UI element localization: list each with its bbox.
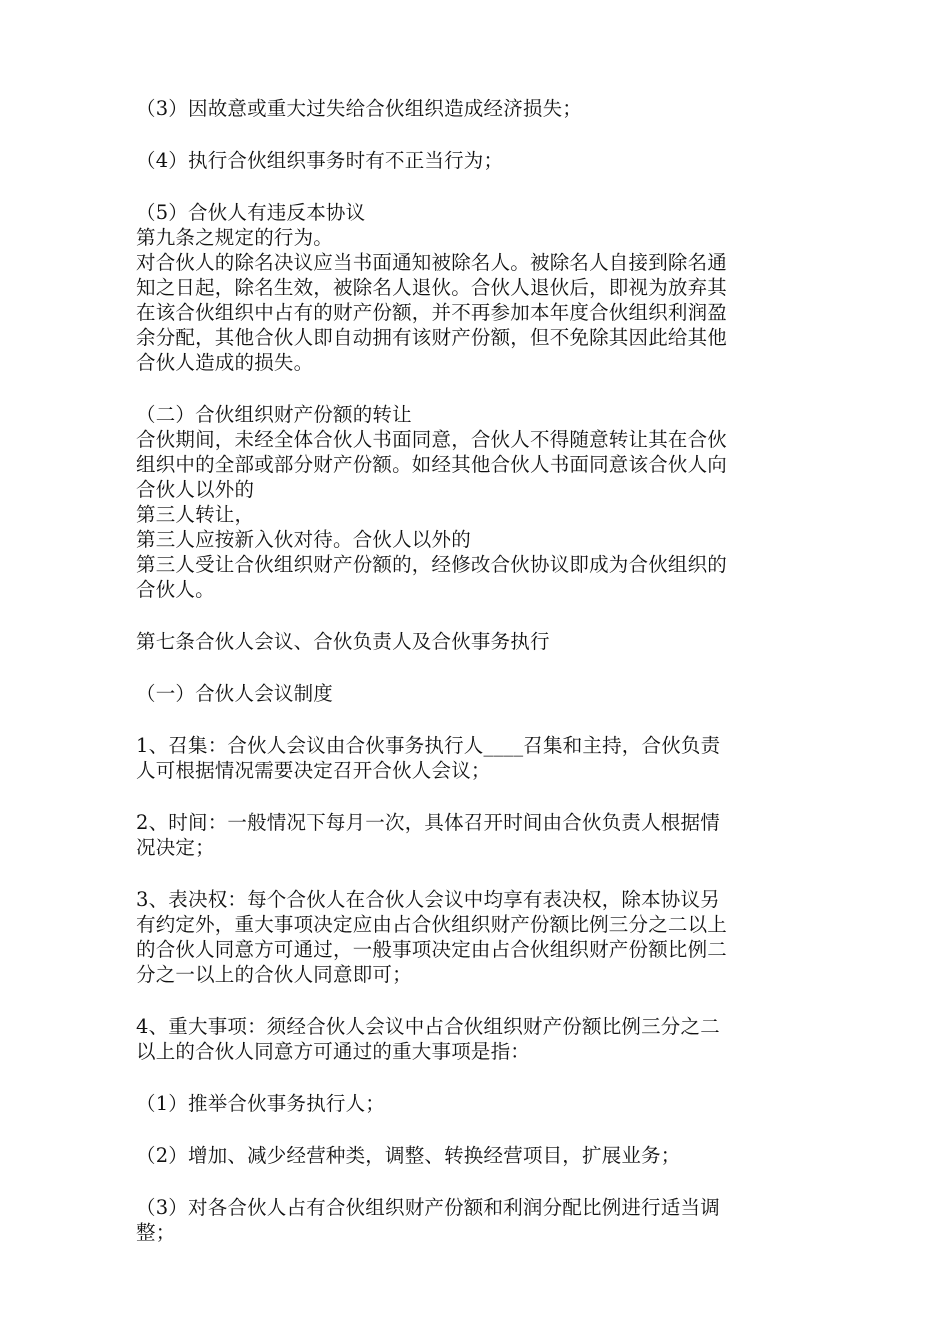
text-line: 对合伙人的除名决议应当书面通知被除名人。被除名人自接到除名通 [136,251,728,274]
text-line: 2、时间：一般情况下每月一次，具体召开时间由合伙负责人根据情 [136,811,720,834]
text-line: 合伙期间，未经全体合伙人书面同意，合伙人不得随意转让其在合伙 [136,428,728,451]
section-heading: 第七条合伙人会议、合伙负责人及合伙事务执行 [136,630,550,653]
text-line: 余分配，其他合伙人即自动拥有该财产份额，但不免除其因此给其他 [136,326,728,349]
blank-line [136,654,826,681]
text-line: （3）对各合伙人占有合伙组织财产份额和利润分配比例进行适当调 [136,1196,720,1219]
text-line: （5）合伙人有违反本协议 [136,201,366,224]
text-line: （二）合伙组织财产份额的转让 [136,403,412,426]
text-line: 3、表决权：每个合伙人在合伙人会议中均享有表决权，除本协议另 [136,888,720,911]
text-line: 人可根据情况需要决定召开合伙人会议； [136,759,491,782]
text-line: 第三人应按新入伙对待。合伙人以外的 [136,528,471,551]
text-line: 在该合伙组织中占有的财产份额，并不再参加本年度合伙组织利润盈 [136,301,728,324]
document-body [136,96,826,1245]
text-line: 合伙人造成的损失。 [136,351,314,374]
text-line: （4）执行合伙组织事务时有不正当行为； [136,149,504,172]
text-line: 第三人转让， [136,503,255,526]
text-line: 以上的合伙人同意方可通过的重大事项是指： [136,1040,531,1063]
text-line: 有约定外，重大事项决定应由占合伙组织财产份额比例三分之二以上 [136,913,728,936]
blank-line [136,375,826,402]
blank-line [136,987,826,1014]
text-line: 知之日起，除名生效，被除名人退伙。合伙人退伙后，即视为放弃其 [136,276,728,299]
blank-line [136,1168,826,1195]
blank-line [136,1064,826,1091]
blank-line [136,121,826,148]
text-line: 第三人受让合伙组织财产份额的，经修改合伙协议即成为合伙组织的 [136,553,728,576]
text-line: 整； [136,1221,176,1244]
text-line: 的合伙人同意方可通过，一般事项决定由占合伙组织财产份额比例二 [136,938,728,961]
text-line: 合伙人。 [136,578,215,601]
blank-line [136,706,826,733]
blank-line [136,173,826,200]
blank-line [136,1116,826,1143]
text-line: 组织中的全部或部分财产份额。如经其他合伙人书面同意该合伙人向 [136,453,728,476]
blank-line [136,860,826,887]
text-line: 合伙人以外的 [136,478,255,501]
text-line: 1、召集：合伙人会议由合伙事务执行人____召集和主持，合伙负责 [136,734,721,757]
blank-line [136,602,826,629]
text-line: （1）推举合伙事务执行人； [136,1092,386,1115]
subsection-heading: （一）合伙人会议制度 [136,682,334,705]
text-line: 分之一以上的合伙人同意即可； [136,963,412,986]
text-line: 第九条之规定的行为。 [136,226,334,249]
text-line: 况决定； [136,836,215,859]
text-line: 4、重大事项：须经合伙人会议中占合伙组织财产份额比例三分之二 [136,1015,720,1038]
text-line: （2）增加、减少经营种类，调整、转换经营项目，扩展业务； [136,1144,681,1167]
text-line: （3）因故意或重大过失给合伙组织造成经济损失； [136,97,583,120]
blank-line [136,783,826,810]
